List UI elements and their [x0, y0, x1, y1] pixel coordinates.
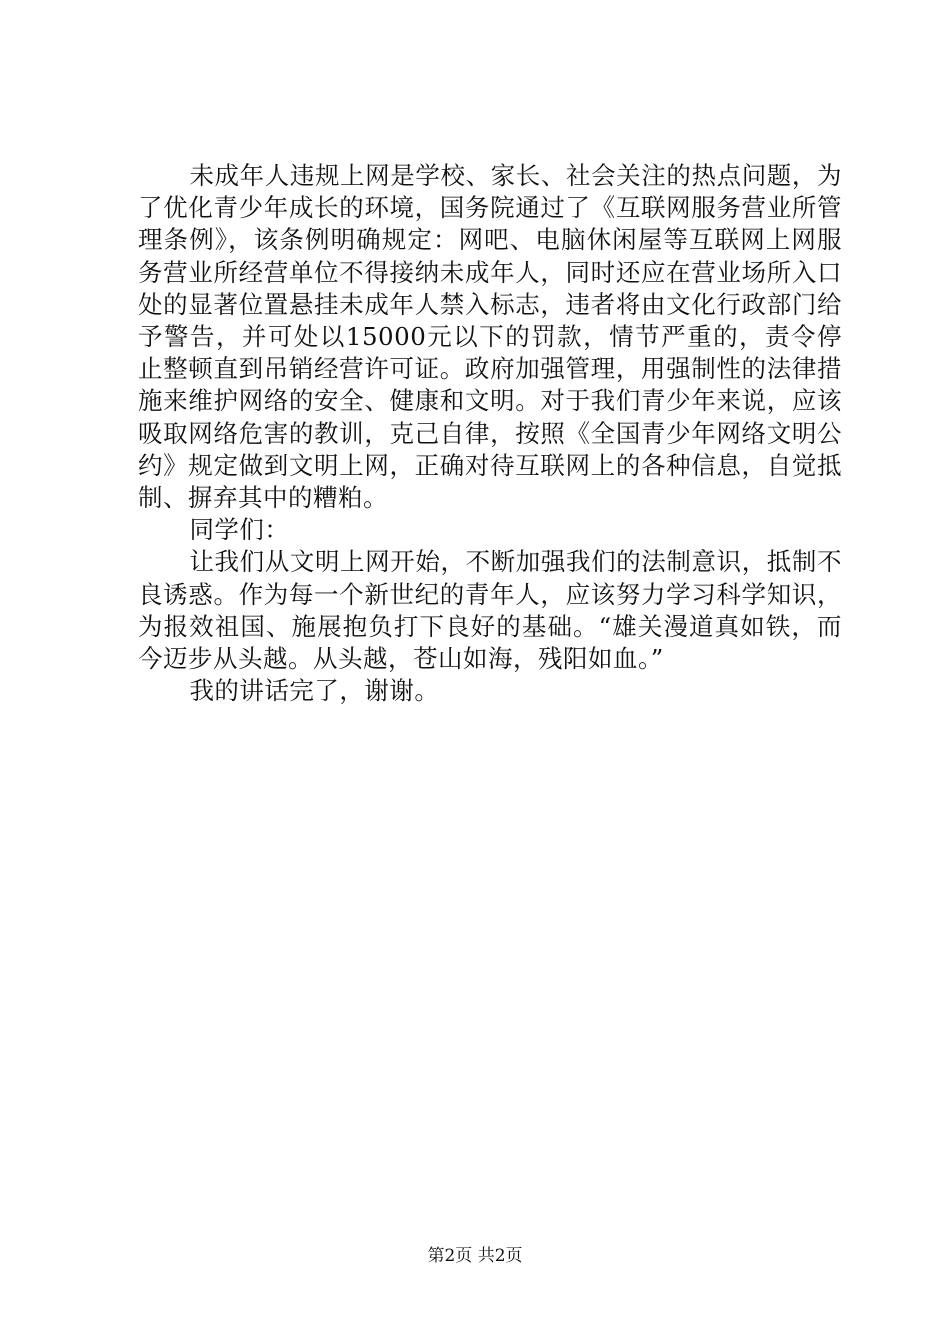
page-number-footer: 第2页 共2页 — [427, 1246, 523, 1266]
paragraph-closing: 我的讲话完了，谢谢。 — [189, 676, 440, 706]
document-body — [138, 160, 842, 707]
paragraph-regulation: 未成年人违规上网是学校、家长、社会关注的热点问题，为了优化青少年成长的环境，国务院通过了《互联网服务营业所管理条例》，该条例明确规定：网吧、电脑休闲屋等互联网上网服务营业所经营单位不得接纳未成年人，同时还应在营业场所入口处的显著位置悬挂未成年人禁入标志，违者将由文化行政部门给予警告，并可处以15000元以下的罚款，情节严重的，责令停止整顿直到吊销经营许可证。政府加强管理，用强制性的法律措施来维护网络的安全、健康和文明。对于我们青少年来说，应该吸取网络危害的教训，克己自律，按照《全国青少年网络文明公约》规定做到文明上网，正确对待互联网上的各种信息，自觉抵制、摒弃其中的糟粕。 — [138, 161, 842, 513]
paragraph-salutation: 同学们： — [189, 515, 290, 545]
paragraph-call-to-action: 让我们从文明上网开始，不断加强我们的法制意识，抵制不良诱惑。作为每一个新世纪的青年人，应该努力学习科学知识，为报效祖国、施展抱负打下良好的基础。“雄关漫道真如铁，而今迈步从头越。从头越，苍山如海，残阳如血。” — [138, 547, 842, 674]
